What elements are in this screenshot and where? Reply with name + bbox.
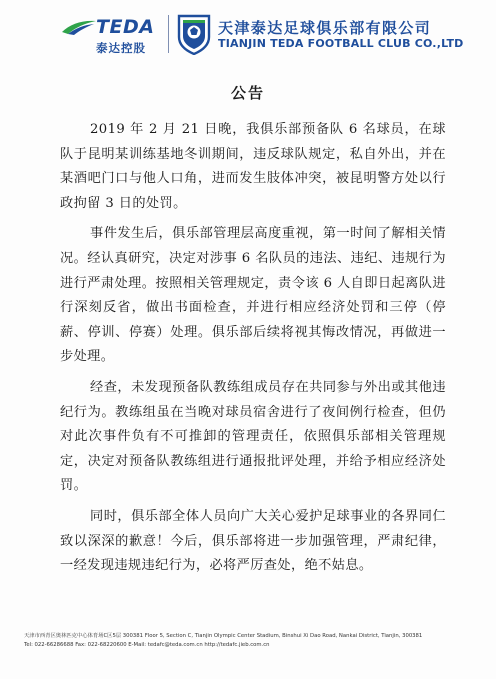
document-title: 公告 (230, 84, 265, 102)
club-name-en: TIANJIN TEDA FOOTBALL CLUB CO.,LTD (218, 37, 464, 50)
footer-contact: Tel: 022-66286688 Fax: 022-68220600 E-Mail: tedafc@teda.com.cn http://tedafc.jieb.com.cn (24, 642, 270, 648)
letterhead (0, 0, 496, 60)
teda-brand-text: TEDA (96, 16, 155, 38)
teda-holding-cn-text: 泰达控股 (96, 41, 146, 55)
document-body (60, 118, 446, 585)
paragraph-2: 事件发生后，俱乐部管理层高度重视，第一时间了解相关情况。经认真研究，决定对涉事 6 名队员的违法、违纪、违规行为进行严肃处理。按照相关管理规定，责令该 6 人自即日起离队进行深刻反省，做出书面检查，并进行相应经济处罚和三停（停薪、停训、停赛）处理。俱乐部后续将视其悔改情况，再做进一步处理。 (60, 226, 446, 365)
letterhead-divider (168, 15, 169, 53)
paragraph-4: 同时，俱乐部全体人员向广大关心爱护足球事业的各界同仁致以深深的歉意！今后，俱乐部将进一步加强管理，严肃纪律，一经发现违规违纪行为，必将严厉查处，绝不姑息。 (60, 508, 446, 574)
paragraph-3: 经查，未发现预备队教练组成员存在共同参与外出或其他违纪行为。教练组虽在当晚对球员宿舍进行了夜间例行检查，但仍对此次事件负有不可推卸的管理责任，依照俱乐部相关管理规定，决定对预备队教练组进行通报批评处理，并给予相应经济处罚。 (60, 379, 446, 494)
letterhead-footer (24, 632, 474, 650)
club-crest-icon (176, 13, 212, 55)
paragraph-1: 2019 年 2 月 21 日晚，我俱乐部预备队 6 名球员，在球队于昆明某训练基地冬训期间，违反球队规定，私自外出，并在某酒吧门口与他人口角，进而发生肢体冲突，被昆明警方处以行政拘留 3 日的处罚。 (60, 122, 446, 211)
footer-address: 天津市西青区奥林匹克中心体育场C区5层 300381 Floor 5, Section C, Tianjin Olympic Center Stadium, Binshui Xi Dao Road, Nankai District, Tianjin, 300381 (24, 633, 423, 639)
club-name-cn: 天津泰达足球俱乐部有限公司 (218, 19, 432, 37)
teda-holding-logo (60, 16, 170, 56)
